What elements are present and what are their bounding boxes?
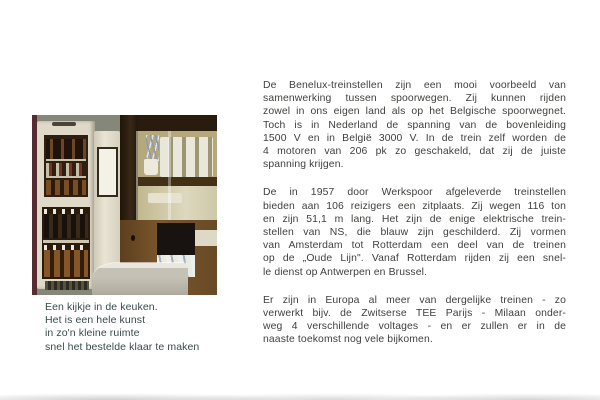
fridge-vent-grille bbox=[45, 281, 89, 290]
paragraph bbox=[263, 294, 566, 347]
text-line: en zijn 51,1 m lang. Het zijn de enige elektrische trein- bbox=[263, 213, 566, 225]
cupboard-top-band bbox=[138, 115, 217, 131]
caption-line: Het is een hele kunst bbox=[45, 314, 146, 327]
straws bbox=[146, 135, 159, 161]
keyhole bbox=[131, 235, 135, 241]
text-line: spanning krijgen. bbox=[263, 159, 344, 171]
kitchen-photo bbox=[32, 115, 217, 295]
paragraph bbox=[263, 186, 566, 278]
paragraph bbox=[263, 79, 566, 171]
page-scan-shadow bbox=[0, 393, 600, 400]
fridge-shelf bbox=[43, 240, 89, 243]
straw-cup bbox=[144, 159, 158, 175]
text-line: le dienst op Antwerpen en Brussel. bbox=[263, 266, 428, 278]
photo-caption bbox=[45, 301, 230, 354]
caption-line: snel het bestelde klaar te maken bbox=[45, 340, 200, 353]
article-text bbox=[263, 79, 566, 362]
text-line: verwerkt bijv. de Zwitserse TEE Parijs - Milaan onder- bbox=[263, 308, 566, 320]
text-line: van Amsterdam tot Rotterdam een deel van de treinen bbox=[263, 240, 566, 252]
menu-card bbox=[97, 147, 118, 197]
text-line: op de „Oude Lijn". Vanaf Rotterdam rijden zij een snel- bbox=[263, 253, 566, 265]
side-shelf bbox=[195, 230, 217, 246]
text-line: bieden aan 106 reizigers een zitplaats. Zij wegen 116 ton bbox=[263, 200, 566, 212]
text-line: naaste toekomst nog vele bijkomen. bbox=[263, 334, 433, 346]
glass-reflection bbox=[168, 131, 171, 220]
bottle-row bbox=[44, 250, 88, 277]
cupboard-shelf bbox=[138, 177, 217, 186]
tray bbox=[148, 193, 182, 203]
bottle-row bbox=[46, 139, 86, 161]
text-line: De Benelux-treinstellen zijn een mooi voorbeeld van bbox=[263, 80, 566, 91]
text-line: De in 1957 door Werkspoor afgeleverde treinstellen bbox=[263, 187, 566, 199]
glass-reflection bbox=[136, 131, 138, 220]
text-line: samenwerking tussen spoorwegen. Zij kunnen rijden bbox=[263, 93, 566, 105]
text-line: zowel in ons eigen land als op het Belgische spoorwegnet. bbox=[263, 106, 566, 118]
text-line: stellen van NS, die blauw zijn geschilderd. Zij vormen bbox=[263, 227, 566, 239]
bottle-row bbox=[44, 214, 88, 238]
steel-counter bbox=[92, 263, 188, 295]
text-line: Toch is in Nederland de spanning van de bovenleiding bbox=[263, 119, 566, 131]
text-line: 4 motoren van 206 pk zo geschakeld, dat zij de juiste bbox=[263, 146, 566, 158]
caption-line: Een kijkje in de keuken. bbox=[45, 301, 158, 313]
lower-shelf-area bbox=[138, 186, 217, 220]
bottle-row bbox=[46, 163, 86, 178]
text-line: 1500 V en in België 3000 V. In de trein zelf worden de bbox=[263, 132, 566, 144]
caption-line: in zo'n kleine ruimte bbox=[45, 327, 140, 340]
bottle-row bbox=[46, 180, 86, 195]
text-line: weg 4 verschillende voltages - en er zullen er in de bbox=[263, 321, 566, 333]
fridge-handle bbox=[52, 122, 76, 126]
text-line: Er zijn in Europa al meer van dergelijke treinen - zo bbox=[263, 294, 566, 306]
